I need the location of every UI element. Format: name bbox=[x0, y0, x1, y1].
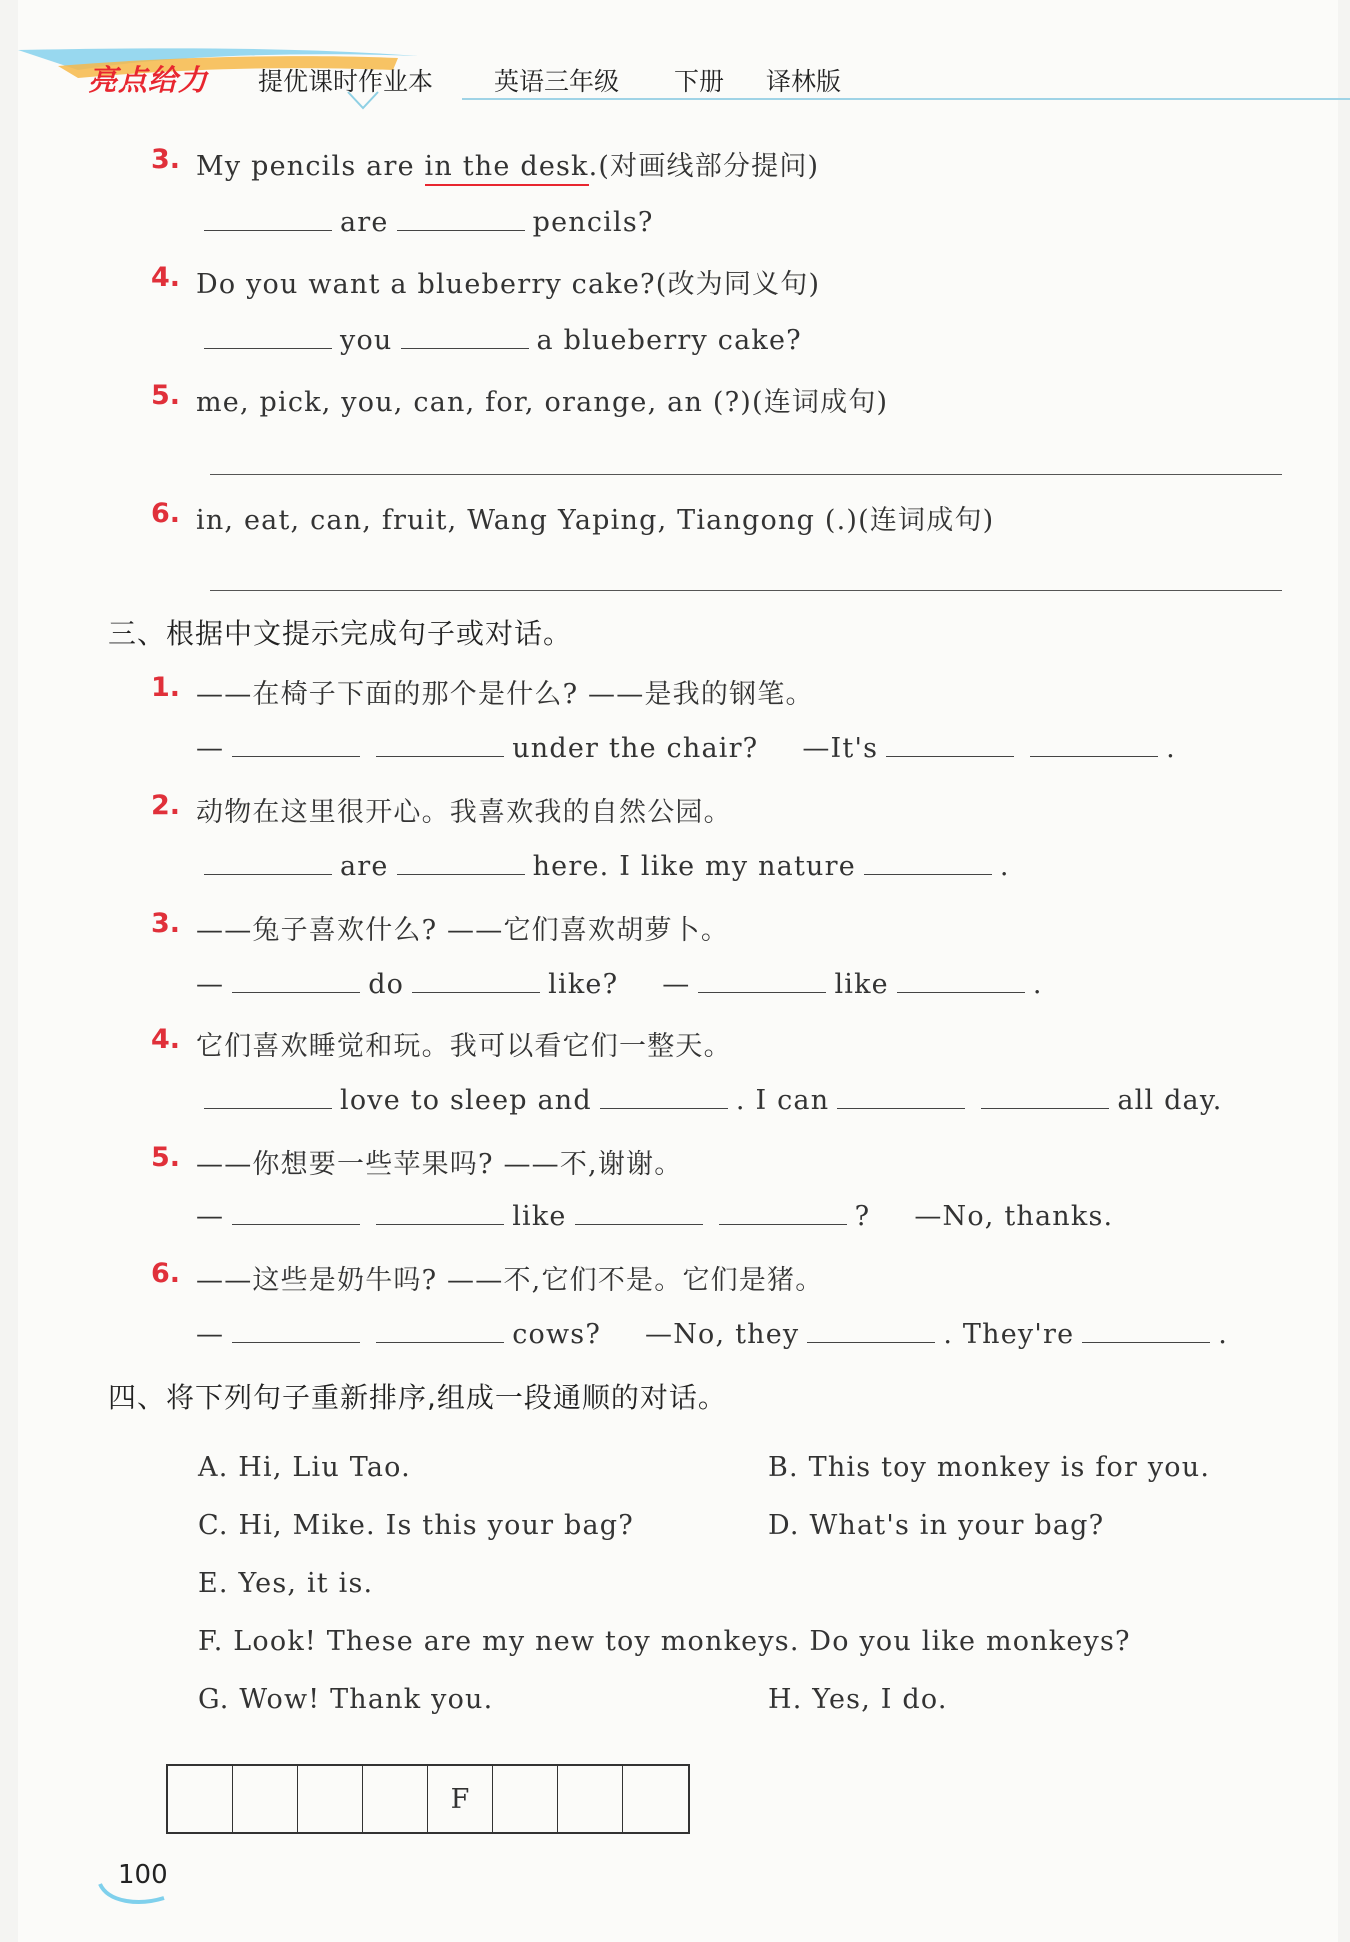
underlined-phrase: in the desk bbox=[425, 151, 589, 186]
answer-word: love to sleep and bbox=[340, 1085, 592, 1116]
question-number: 5. bbox=[151, 1142, 181, 1173]
answer-blank[interactable] bbox=[698, 966, 826, 993]
dialogue-option-c: C. Hi, Mike. Is this your bag? bbox=[198, 1510, 634, 1541]
answer-word: you bbox=[340, 325, 393, 356]
answer-line bbox=[196, 322, 802, 356]
question-number: 3. bbox=[151, 144, 181, 175]
chinese-prompt: ——兔子喜欢什么? ——它们喜欢胡萝卜。 bbox=[196, 915, 730, 946]
answer-blank[interactable] bbox=[376, 1316, 504, 1343]
question-number: 1. bbox=[151, 672, 181, 703]
punctuation: . bbox=[1032, 969, 1043, 1000]
chinese-prompt: 动物在这里很开心。我喜欢我的自然公园。 bbox=[196, 797, 732, 828]
question-number: 4. bbox=[151, 1024, 181, 1055]
answer-line bbox=[196, 1082, 1223, 1116]
answer-cell[interactable] bbox=[168, 1766, 233, 1832]
answer-blank[interactable] bbox=[1082, 1316, 1210, 1343]
answer-order-grid bbox=[166, 1764, 690, 1834]
question-number: 6. bbox=[151, 498, 181, 529]
answer-blank[interactable] bbox=[204, 848, 332, 875]
dash: — bbox=[196, 1201, 225, 1232]
answer-blank[interactable] bbox=[376, 730, 504, 757]
header-rule bbox=[462, 98, 1350, 100]
dash: — bbox=[196, 969, 225, 1000]
page-header bbox=[18, 48, 1350, 118]
answer-blank[interactable] bbox=[897, 966, 1025, 993]
answer-blank[interactable] bbox=[886, 730, 1014, 757]
question-instruction: .(对画线部分提问) bbox=[588, 151, 820, 182]
answer-line bbox=[196, 1198, 1113, 1232]
question-number: 6. bbox=[151, 1258, 181, 1289]
answer-blank[interactable] bbox=[401, 322, 529, 349]
dialogue-option-d: D. What's in your bag? bbox=[768, 1510, 1105, 1541]
answer-blank[interactable] bbox=[232, 1198, 360, 1225]
answer-cell[interactable] bbox=[558, 1766, 623, 1832]
answer-cell[interactable] bbox=[233, 1766, 298, 1832]
page-number-swoosh bbox=[98, 1880, 168, 1910]
punctuation: ? bbox=[854, 1201, 871, 1232]
answer-blank[interactable] bbox=[204, 1082, 332, 1109]
question-text bbox=[196, 144, 819, 183]
answer-writing-line[interactable] bbox=[210, 474, 1282, 475]
answer-word: . I can bbox=[735, 1085, 830, 1116]
chinese-prompt: ——在椅子下面的那个是什么? ——是我的钢笔。 bbox=[196, 679, 814, 710]
dash: — bbox=[196, 733, 225, 764]
answer-cell[interactable] bbox=[623, 1766, 688, 1832]
answer-blank[interactable] bbox=[600, 1082, 728, 1109]
question-text-part: My pencils are bbox=[196, 151, 425, 182]
answer-blank[interactable] bbox=[864, 848, 992, 875]
book-title: 提优课时作业本 bbox=[258, 67, 434, 96]
answer-blank[interactable] bbox=[204, 322, 332, 349]
dialogue-option-e: E. Yes, it is. bbox=[198, 1568, 374, 1599]
section-title: 四、将下列句子重新排序,组成一段通顺的对话。 bbox=[108, 1381, 727, 1414]
answer-cell[interactable] bbox=[493, 1766, 558, 1832]
answer-word: all day. bbox=[1117, 1085, 1223, 1116]
question-text: Do you want a blueberry cake?(改为同义句) bbox=[196, 269, 821, 300]
answer-cell[interactable] bbox=[298, 1766, 363, 1832]
answer-word: like bbox=[834, 969, 889, 1000]
answer-blank[interactable] bbox=[1030, 730, 1158, 757]
answer-blank[interactable] bbox=[412, 966, 540, 993]
answer-word: —It's bbox=[802, 733, 879, 764]
answer-word: like bbox=[512, 1201, 567, 1232]
answer-blank[interactable] bbox=[204, 204, 332, 231]
question-number: 3. bbox=[151, 908, 181, 939]
dialogue-option-b: B. This toy monkey is for you. bbox=[768, 1452, 1211, 1483]
brand-logo: 亮点给力 bbox=[88, 63, 209, 97]
subject-label: 英语三年级 bbox=[494, 67, 620, 96]
dialogue-option-f: F. Look! These are my new toy monkeys. Do you like monkeys? bbox=[198, 1626, 1131, 1657]
answer-word: under the chair? bbox=[512, 733, 759, 764]
answer-line bbox=[196, 730, 1176, 764]
answer-word: cows? bbox=[512, 1319, 602, 1350]
chinese-prompt: ——你想要一些苹果吗? ——不,谢谢。 bbox=[196, 1149, 683, 1180]
answer-blank[interactable] bbox=[232, 966, 360, 993]
answer-word: pencils? bbox=[532, 207, 654, 238]
question-text: me, pick, you, can, for, orange, an (?)(连词成句) bbox=[196, 387, 889, 418]
answer-blank[interactable] bbox=[232, 1316, 360, 1343]
volume-label: 下册 bbox=[674, 67, 725, 96]
dialogue-option-a: A. Hi, Liu Tao. bbox=[198, 1452, 411, 1483]
answer-blank[interactable] bbox=[575, 1198, 703, 1225]
answer-cell[interactable]: F bbox=[428, 1766, 493, 1832]
answer-word: are bbox=[340, 851, 389, 882]
answer-word: like? bbox=[548, 969, 619, 1000]
punctuation: . bbox=[999, 851, 1010, 882]
punctuation: . bbox=[1166, 733, 1176, 764]
dialogue-option-g: G. Wow! Thank you. bbox=[198, 1684, 494, 1715]
answer-blank[interactable] bbox=[397, 204, 525, 231]
dash: — bbox=[196, 1319, 225, 1350]
answer-line bbox=[196, 966, 1043, 1000]
edition-label: 译林版 bbox=[766, 67, 842, 96]
answer-line bbox=[196, 204, 654, 238]
question-number: 4. bbox=[151, 262, 181, 293]
answer-line bbox=[196, 1316, 1228, 1350]
answer-word: are bbox=[340, 207, 389, 238]
answer-cell[interactable] bbox=[363, 1766, 428, 1832]
punctuation: . bbox=[1218, 1319, 1229, 1350]
page-number: 100 bbox=[118, 1860, 168, 1890]
answer-blank[interactable] bbox=[837, 1082, 965, 1109]
answer-blank[interactable] bbox=[807, 1316, 935, 1343]
chinese-prompt: ——这些是奶牛吗? ——不,它们不是。它们是猪。 bbox=[196, 1265, 824, 1296]
workbook-page bbox=[18, 0, 1338, 1942]
dash: — bbox=[662, 969, 691, 1000]
answer-blank[interactable] bbox=[719, 1198, 847, 1225]
answer-blank[interactable] bbox=[981, 1082, 1109, 1109]
answer-word: do bbox=[368, 969, 405, 1000]
answer-blank[interactable] bbox=[397, 848, 525, 875]
answer-word: a blueberry cake? bbox=[536, 325, 802, 356]
chinese-prompt: 它们喜欢睡觉和玩。我可以看它们一整天。 bbox=[196, 1031, 732, 1062]
section-title: 三、根据中文提示完成句子或对话。 bbox=[108, 617, 573, 650]
answer-line bbox=[196, 848, 1010, 882]
answer-word: —No, thanks. bbox=[914, 1201, 1114, 1232]
answer-blank[interactable] bbox=[232, 730, 360, 757]
question-number: 2. bbox=[151, 790, 181, 821]
answer-word: . They're bbox=[943, 1319, 1075, 1350]
question-text: in, eat, can, fruit, Wang Yaping, Tiangong (.)(连词成句) bbox=[196, 505, 995, 536]
question-number: 5. bbox=[151, 380, 181, 411]
answer-word: —No, they bbox=[645, 1319, 800, 1350]
answer-writing-line[interactable] bbox=[210, 590, 1282, 591]
answer-blank[interactable] bbox=[376, 1198, 504, 1225]
dialogue-option-h: H. Yes, I do. bbox=[768, 1684, 948, 1715]
answer-word: here. I like my nature bbox=[532, 851, 856, 882]
